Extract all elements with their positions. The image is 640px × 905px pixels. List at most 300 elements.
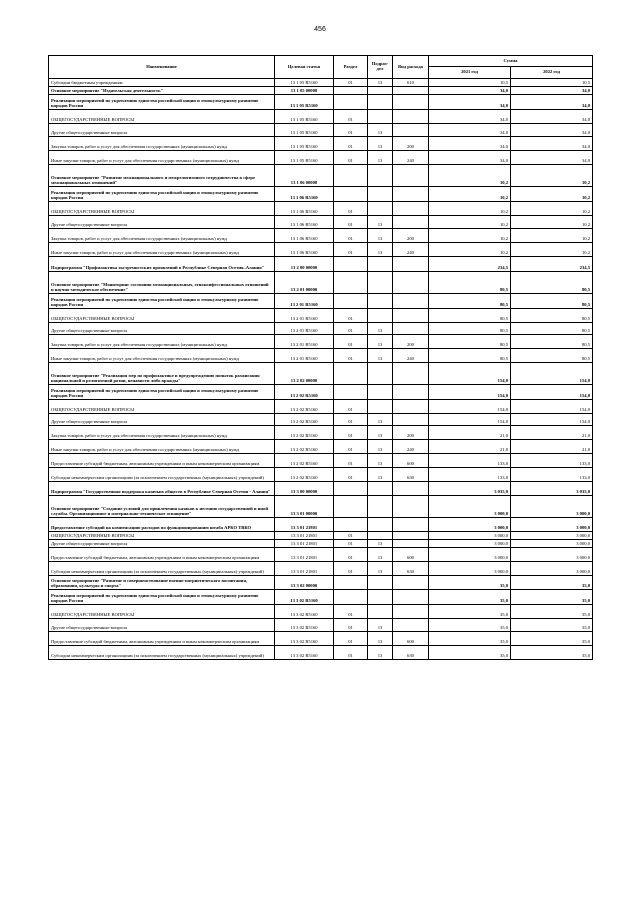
row-section-cell: 01 — [334, 454, 368, 468]
row-sum-2022-cell: 133,0 — [511, 454, 593, 468]
row-subsection-cell — [368, 496, 393, 518]
row-section-cell — [334, 496, 368, 518]
row-sum-2021-cell: 80,5 — [429, 294, 511, 309]
row-subsection-cell — [368, 187, 393, 202]
row-sum-2021-cell: 234,5 — [429, 257, 511, 272]
row-target-cell: 13 1 05 R5160 — [275, 151, 334, 165]
row-target-cell: 13 1 05 R5160 — [275, 79, 334, 87]
row-name-cell: Субсидии некоммерческим организациям (за исключением государственных (муниципальных) учреждений) — [49, 468, 275, 482]
row-target-cell: 13 2 01 00000 — [275, 272, 334, 294]
row-name-cell: Другие общегосударственные вопросы — [49, 540, 275, 548]
table-row — [49, 590, 593, 605]
table-row — [49, 385, 593, 400]
row-target-cell: 13 3 01 21801 — [275, 518, 334, 532]
row-section-cell: 01 — [334, 562, 368, 576]
row-subsection-cell: 13 — [368, 79, 393, 87]
row-sum-2022-cell: 10,2 — [511, 243, 593, 257]
row-target-cell: 13 1 06 00000 — [275, 165, 334, 187]
row-subsection-cell: 13 — [368, 216, 393, 229]
row-expense-type-cell: 630 — [393, 562, 429, 576]
row-name-cell: ОБЩЕГОСУДАРСТВЕННЫЕ ВОПРОСЫ — [49, 202, 275, 216]
row-subsection-cell — [368, 532, 393, 540]
row-sum-2022-cell: 80,5 — [511, 294, 593, 309]
row-sum-2021-cell: 80,5 — [429, 272, 511, 294]
row-expense-type-cell — [393, 590, 429, 605]
row-name-cell: Основное мероприятие "Издательская деятельность" — [49, 87, 275, 95]
row-target-cell: 13 2 02 R5160 — [275, 414, 334, 426]
row-target-cell: 13 3 02 R5160 — [275, 646, 334, 660]
table-row — [49, 309, 593, 323]
row-expense-type-cell: 200 — [393, 426, 429, 440]
row-expense-type-cell — [393, 540, 429, 548]
row-name-cell: Основное мероприятие "Создание условий для привлечения казаков к несению государственной и иной службы. Организационное и материально-техническое оснащение" — [49, 496, 275, 518]
row-sum-2022-cell: 3 000,0 — [511, 518, 593, 532]
table-row — [49, 363, 593, 385]
row-sum-2021-cell: 34,0 — [429, 137, 511, 151]
row-sum-2021-cell: 35,0 — [429, 576, 511, 590]
row-expense-type-cell — [393, 619, 429, 632]
row-sum-2022-cell: 21,0 — [511, 440, 593, 454]
row-expense-type-cell: 240 — [393, 349, 429, 363]
row-name-cell: Другие общегосударственные вопросы — [49, 124, 275, 137]
row-expense-type-cell — [393, 294, 429, 309]
row-expense-type-cell — [393, 187, 429, 202]
table-row — [49, 562, 593, 576]
row-sum-2021-cell: 154,0 — [429, 400, 511, 414]
row-target-cell: 13 3 01 21801 — [275, 562, 334, 576]
table-row — [49, 468, 593, 482]
row-expense-type-cell — [393, 124, 429, 137]
row-section-cell: 01 — [334, 532, 368, 540]
table-row — [49, 202, 593, 216]
row-sum-2022-cell: 154,0 — [511, 414, 593, 426]
header-subsection: Подраз-дел — [368, 56, 393, 79]
row-section-cell: 01 — [334, 151, 368, 165]
row-expense-type-cell — [393, 482, 429, 496]
budget-table — [48, 55, 593, 660]
row-name-cell: Закупка товаров, работ и услуг для обеспечения государственных (муниципальных) нужд — [49, 426, 275, 440]
row-name-cell: Субсидии некоммерческим организациям (за исключением государственных (муниципальных) учреждений) — [49, 646, 275, 660]
row-name-cell: Основное мероприятие "Развитие межнационального и межрелигиозного сотрудничества в сфере межнациональных отношений" — [49, 165, 275, 187]
row-section-cell: 01 — [334, 426, 368, 440]
row-section-cell: 01 — [334, 468, 368, 482]
row-sum-2021-cell: 10,2 — [429, 229, 511, 243]
row-sum-2021-cell: 34,0 — [429, 124, 511, 137]
row-target-cell: 13 3 02 R5160 — [275, 632, 334, 646]
row-sum-2022-cell: 3 000,0 — [511, 532, 593, 540]
table-row — [49, 532, 593, 540]
row-name-cell: Закупка товаров, работ и услуг для обеспечения государственных (муниципальных) нужд — [49, 137, 275, 151]
table-row — [49, 229, 593, 243]
row-section-cell — [334, 363, 368, 385]
row-sum-2022-cell: 3 000,0 — [511, 562, 593, 576]
row-sum-2022-cell: 80,5 — [511, 349, 593, 363]
header-name: Наименование — [49, 56, 275, 79]
row-target-cell: 13 3 01 21801 — [275, 532, 334, 540]
table-row — [49, 454, 593, 468]
row-subsection-cell — [368, 309, 393, 323]
header-year-2022: 2022 год — [511, 67, 593, 79]
row-section-cell — [334, 165, 368, 187]
row-sum-2022-cell: 21,0 — [511, 426, 593, 440]
table-row — [49, 151, 593, 165]
row-subsection-cell — [368, 576, 393, 590]
row-sum-2022-cell: 80,5 — [511, 309, 593, 323]
row-section-cell — [334, 576, 368, 590]
table-body — [49, 79, 593, 660]
row-expense-type-cell — [393, 165, 429, 187]
row-name-cell: Другие общегосударственные вопросы — [49, 414, 275, 426]
row-name-cell: Основное мероприятие "Развитие и совершенствование военно-патриотического воспитания, образования, культуры и спорта" — [49, 576, 275, 590]
row-expense-type-cell: 200 — [393, 229, 429, 243]
row-expense-type-cell: 630 — [393, 646, 429, 660]
row-sum-2022-cell: 35,0 — [511, 590, 593, 605]
table-row — [49, 87, 593, 95]
table-row — [49, 243, 593, 257]
row-sum-2022-cell: 3 000,0 — [511, 548, 593, 562]
row-section-cell: 01 — [334, 605, 368, 619]
row-section-cell — [334, 294, 368, 309]
row-sum-2021-cell: 35,0 — [429, 632, 511, 646]
row-sum-2021-cell: 154,0 — [429, 363, 511, 385]
row-target-cell: 13 3 02 R5160 — [275, 590, 334, 605]
row-sum-2022-cell: 154,0 — [511, 400, 593, 414]
row-section-cell: 01 — [334, 110, 368, 124]
row-section-cell: 01 — [334, 619, 368, 632]
row-expense-type-cell: 200 — [393, 137, 429, 151]
table-row — [49, 124, 593, 137]
row-target-cell: 13 1 05 R5160 — [275, 110, 334, 124]
row-sum-2021-cell: 35,0 — [429, 605, 511, 619]
row-expense-type-cell — [393, 87, 429, 95]
row-expense-type-cell — [393, 414, 429, 426]
row-expense-type-cell — [393, 257, 429, 272]
row-sum-2021-cell: 3 000,0 — [429, 518, 511, 532]
row-expense-type-cell — [393, 309, 429, 323]
row-subsection-cell: 13 — [368, 151, 393, 165]
row-name-cell: Предоставление субсидий бюджетным, автономным учреждениям и иным некоммерческим организациям — [49, 454, 275, 468]
row-subsection-cell: 13 — [368, 137, 393, 151]
row-name-cell: Другие общегосударственные вопросы — [49, 619, 275, 632]
row-subsection-cell: 13 — [368, 468, 393, 482]
row-sum-2022-cell: 10,2 — [511, 216, 593, 229]
row-section-cell: 01 — [334, 540, 368, 548]
row-expense-type-cell: 240 — [393, 151, 429, 165]
row-name-cell: Подпрограмма "Профилактика экстремистских проявлений в Республике Северная Осетия–Алания" — [49, 257, 275, 272]
row-sum-2021-cell: 154,0 — [429, 414, 511, 426]
row-sum-2021-cell: 3 000,0 — [429, 548, 511, 562]
row-subsection-cell — [368, 110, 393, 124]
table-row — [49, 576, 593, 590]
row-expense-type-cell — [393, 400, 429, 414]
row-sum-2022-cell: 80,5 — [511, 272, 593, 294]
row-name-cell: Субсидии бюджетным учреждениям — [49, 79, 275, 87]
row-name-cell: Закупка товаров, работ и услуг для обеспечения государственных (муниципальных) нужд — [49, 229, 275, 243]
row-subsection-cell — [368, 272, 393, 294]
row-name-cell: Предоставление субсидий бюджетным, автономным учреждениям и иным некоммерческим организациям — [49, 548, 275, 562]
row-sum-2021-cell: 80,5 — [429, 309, 511, 323]
row-sum-2021-cell: 35,0 — [429, 619, 511, 632]
row-sum-2022-cell: 10,2 — [511, 202, 593, 216]
row-target-cell: 13 1 06 R5160 — [275, 243, 334, 257]
row-sum-2021-cell: 10,5 — [429, 79, 511, 87]
row-sum-2021-cell: 133,0 — [429, 454, 511, 468]
table-row — [49, 440, 593, 454]
row-section-cell — [334, 590, 368, 605]
row-target-cell: 13 2 01 R5160 — [275, 294, 334, 309]
row-sum-2021-cell: 10,2 — [429, 202, 511, 216]
table-row — [49, 426, 593, 440]
row-sum-2022-cell: 35,0 — [511, 605, 593, 619]
row-name-cell: Подпрограмма "Государственная поддержка казачьих обществ в Республике Северная Осетия - Алания" — [49, 482, 275, 496]
row-target-cell: 13 2 02 R5160 — [275, 454, 334, 468]
row-sum-2022-cell: 10,5 — [511, 79, 593, 87]
row-subsection-cell: 13 — [368, 540, 393, 548]
row-sum-2021-cell: 80,5 — [429, 323, 511, 335]
row-sum-2022-cell: 133,0 — [511, 468, 593, 482]
table-row — [49, 294, 593, 309]
row-expense-type-cell: 610 — [393, 79, 429, 87]
row-expense-type-cell — [393, 272, 429, 294]
row-section-cell — [334, 518, 368, 532]
row-section-cell: 01 — [334, 414, 368, 426]
row-target-cell: 13 3 02 00000 — [275, 576, 334, 590]
row-sum-2022-cell: 3 035,0 — [511, 482, 593, 496]
row-sum-2022-cell: 35,0 — [511, 619, 593, 632]
row-expense-type-cell — [393, 605, 429, 619]
row-name-cell: Реализация мероприятий по укреплению единства российской нации и этнокультурному развитию народов России — [49, 294, 275, 309]
page-number: 456 — [314, 26, 326, 33]
row-sum-2022-cell: 34,0 — [511, 124, 593, 137]
row-name-cell: Предоставление субсидий на компенсацию расходов по функционированию штаба АРКО ТВКО — [49, 518, 275, 532]
row-section-cell: 01 — [334, 548, 368, 562]
row-sum-2022-cell: 10,2 — [511, 229, 593, 243]
row-expense-type-cell — [393, 95, 429, 110]
row-section-cell: 01 — [334, 216, 368, 229]
row-sum-2021-cell: 34,0 — [429, 87, 511, 95]
row-sum-2021-cell: 133,0 — [429, 468, 511, 482]
row-sum-2022-cell: 154,0 — [511, 363, 593, 385]
row-sum-2021-cell: 3 000,0 — [429, 540, 511, 548]
row-target-cell: 13 2 02 R5160 — [275, 440, 334, 454]
row-expense-type-cell — [393, 323, 429, 335]
row-section-cell — [334, 95, 368, 110]
row-name-cell: Реализация мероприятий по укреплению единства российской нации и этнокультурному развитию народов России — [49, 187, 275, 202]
header-expense-type: Вид расхода — [393, 56, 429, 79]
row-name-cell: Иные закупки товаров, работ и услуг для обеспечения государственных (муниципальных) нужд — [49, 243, 275, 257]
row-target-cell: 13 2 01 R5160 — [275, 323, 334, 335]
row-subsection-cell — [368, 590, 393, 605]
table-row — [49, 335, 593, 349]
row-target-cell: 13 1 06 R5160 — [275, 216, 334, 229]
row-sum-2022-cell: 34,0 — [511, 95, 593, 110]
row-section-cell: 01 — [334, 137, 368, 151]
row-section-cell — [334, 257, 368, 272]
row-target-cell: 13 1 05 00000 — [275, 87, 334, 95]
row-expense-type-cell: 600 — [393, 454, 429, 468]
table-row — [49, 79, 593, 87]
row-sum-2022-cell: 35,0 — [511, 632, 593, 646]
table-row — [49, 632, 593, 646]
row-target-cell: 13 1 05 R5160 — [275, 95, 334, 110]
row-sum-2022-cell: 34,0 — [511, 110, 593, 124]
row-expense-type-cell: 600 — [393, 632, 429, 646]
table-row — [49, 548, 593, 562]
row-subsection-cell — [368, 294, 393, 309]
row-target-cell: 13 2 02 R5160 — [275, 426, 334, 440]
table-row — [49, 110, 593, 124]
table-row — [49, 165, 593, 187]
row-subsection-cell — [368, 482, 393, 496]
row-name-cell: Основное мероприятие "Мониторинг состояния межнациональных, этноконфессиональных отношений и научно-методическое обеспечение" — [49, 272, 275, 294]
row-target-cell: 13 1 05 R5160 — [275, 124, 334, 137]
row-expense-type-cell: 240 — [393, 440, 429, 454]
table-header — [49, 56, 593, 79]
row-sum-2022-cell: 154,0 — [511, 385, 593, 400]
row-section-cell: 01 — [334, 323, 368, 335]
row-section-cell: 01 — [334, 124, 368, 137]
row-subsection-cell: 13 — [368, 229, 393, 243]
row-expense-type-cell — [393, 496, 429, 518]
row-section-cell: 01 — [334, 309, 368, 323]
row-name-cell: Иные закупки товаров, работ и услуг для обеспечения государственных (муниципальных) нужд — [49, 440, 275, 454]
row-target-cell: 13 2 01 R5160 — [275, 335, 334, 349]
row-expense-type-cell — [393, 385, 429, 400]
row-target-cell: 13 1 06 R5160 — [275, 202, 334, 216]
row-sum-2021-cell: 35,0 — [429, 646, 511, 660]
row-sum-2021-cell: 3 000,0 — [429, 562, 511, 576]
header-year-2021: 2021 год — [429, 67, 511, 79]
row-name-cell: Другие общегосударственные вопросы — [49, 216, 275, 229]
row-sum-2022-cell: 35,0 — [511, 646, 593, 660]
table-row — [49, 400, 593, 414]
row-section-cell — [334, 482, 368, 496]
row-section-cell: 01 — [334, 632, 368, 646]
row-name-cell: Основное мероприятие "Реализация мер по профилактике и предупреждению попыток разжигания национальной и религиозной розни, ненависти либо вражды" — [49, 363, 275, 385]
row-subsection-cell — [368, 363, 393, 385]
table-row — [49, 257, 593, 272]
row-section-cell — [334, 385, 368, 400]
header-target: Целевая статья — [275, 56, 334, 79]
row-sum-2021-cell: 3 000,0 — [429, 532, 511, 540]
row-sum-2021-cell: 34,0 — [429, 110, 511, 124]
row-section-cell — [334, 187, 368, 202]
table-row — [49, 272, 593, 294]
table-row — [49, 414, 593, 426]
row-name-cell: Закупка товаров, работ и услуг для обеспечения государственных (муниципальных) нужд — [49, 335, 275, 349]
row-target-cell: 13 3 01 21801 — [275, 540, 334, 548]
table-row — [49, 646, 593, 660]
row-expense-type-cell — [393, 202, 429, 216]
row-sum-2021-cell: 34,0 — [429, 151, 511, 165]
row-sum-2022-cell: 10,2 — [511, 187, 593, 202]
row-subsection-cell — [368, 385, 393, 400]
row-sum-2021-cell: 10,2 — [429, 187, 511, 202]
row-expense-type-cell: 630 — [393, 468, 429, 482]
row-subsection-cell: 13 — [368, 619, 393, 632]
row-subsection-cell — [368, 605, 393, 619]
row-sum-2022-cell: 34,0 — [511, 87, 593, 95]
row-subsection-cell: 13 — [368, 335, 393, 349]
row-expense-type-cell — [393, 532, 429, 540]
table-row — [49, 518, 593, 532]
row-subsection-cell: 13 — [368, 632, 393, 646]
row-subsection-cell: 13 — [368, 414, 393, 426]
row-name-cell: ОБЩЕГОСУДАРСТВЕННЫЕ ВОПРОСЫ — [49, 400, 275, 414]
row-target-cell: 13 2 00 00000 — [275, 257, 334, 272]
table-row — [49, 605, 593, 619]
row-name-cell: Реализация мероприятий по укреплению единства российской нации и этнокультурному развитию народов России — [49, 385, 275, 400]
row-target-cell: 13 1 06 R5160 — [275, 187, 334, 202]
row-name-cell: ОБЩЕГОСУДАРСТВЕННЫЕ ВОПРОСЫ — [49, 605, 275, 619]
row-section-cell: 01 — [334, 400, 368, 414]
row-sum-2022-cell: 34,0 — [511, 137, 593, 151]
row-sum-2021-cell: 3 000,0 — [429, 496, 511, 518]
row-name-cell: Субсидии некоммерческим организациям (за исключением государственных (муниципальных) учреждений) — [49, 562, 275, 576]
row-sum-2021-cell: 21,0 — [429, 426, 511, 440]
row-sum-2021-cell: 80,5 — [429, 349, 511, 363]
row-subsection-cell — [368, 165, 393, 187]
row-sum-2021-cell: 10,2 — [429, 243, 511, 257]
row-sum-2022-cell: 80,5 — [511, 323, 593, 335]
row-sum-2021-cell: 34,0 — [429, 95, 511, 110]
row-subsection-cell — [368, 518, 393, 532]
table-row — [49, 137, 593, 151]
table-row — [49, 619, 593, 632]
row-target-cell: 13 3 02 R5160 — [275, 619, 334, 632]
row-section-cell: 01 — [334, 646, 368, 660]
header-section: Раздел — [334, 56, 368, 79]
row-sum-2021-cell: 10,2 — [429, 165, 511, 187]
row-subsection-cell — [368, 202, 393, 216]
row-target-cell: 13 3 00 00000 — [275, 482, 334, 496]
row-subsection-cell — [368, 257, 393, 272]
row-section-cell: 01 — [334, 335, 368, 349]
row-sum-2021-cell: 10,2 — [429, 216, 511, 229]
row-name-cell: Иные закупки товаров, работ и услуг для обеспечения государственных (муниципальных) нужд — [49, 349, 275, 363]
row-sum-2022-cell: 3 000,0 — [511, 540, 593, 548]
row-target-cell: 13 2 02 R5160 — [275, 400, 334, 414]
row-subsection-cell: 13 — [368, 454, 393, 468]
table-row — [49, 95, 593, 110]
row-subsection-cell: 13 — [368, 548, 393, 562]
row-subsection-cell: 13 — [368, 349, 393, 363]
row-name-cell: Другие общегосударственные вопросы — [49, 323, 275, 335]
row-subsection-cell: 13 — [368, 323, 393, 335]
row-subsection-cell: 13 — [368, 646, 393, 660]
row-section-cell: 01 — [334, 202, 368, 216]
row-subsection-cell: 13 — [368, 562, 393, 576]
row-section-cell: 01 — [334, 349, 368, 363]
row-section-cell: 01 — [334, 79, 368, 87]
row-expense-type-cell — [393, 518, 429, 532]
row-sum-2022-cell: 10,2 — [511, 165, 593, 187]
row-name-cell: ОБЩЕГОСУДАРСТВЕННЫЕ ВОПРОСЫ — [49, 309, 275, 323]
row-name-cell: Реализация мероприятий по укреплению единства российской нации и этнокультурному развитию народов России — [49, 95, 275, 110]
row-target-cell: 13 1 05 R5160 — [275, 137, 334, 151]
row-sum-2021-cell: 35,0 — [429, 590, 511, 605]
row-target-cell: 13 3 01 21801 — [275, 548, 334, 562]
table-row — [49, 187, 593, 202]
row-sum-2021-cell: 154,0 — [429, 385, 511, 400]
row-sum-2022-cell: 80,5 — [511, 335, 593, 349]
row-subsection-cell: 13 — [368, 440, 393, 454]
row-subsection-cell: 13 — [368, 124, 393, 137]
row-sum-2021-cell: 3 035,0 — [429, 482, 511, 496]
row-sum-2021-cell: 21,0 — [429, 440, 511, 454]
row-subsection-cell: 13 — [368, 426, 393, 440]
table-row — [49, 540, 593, 548]
